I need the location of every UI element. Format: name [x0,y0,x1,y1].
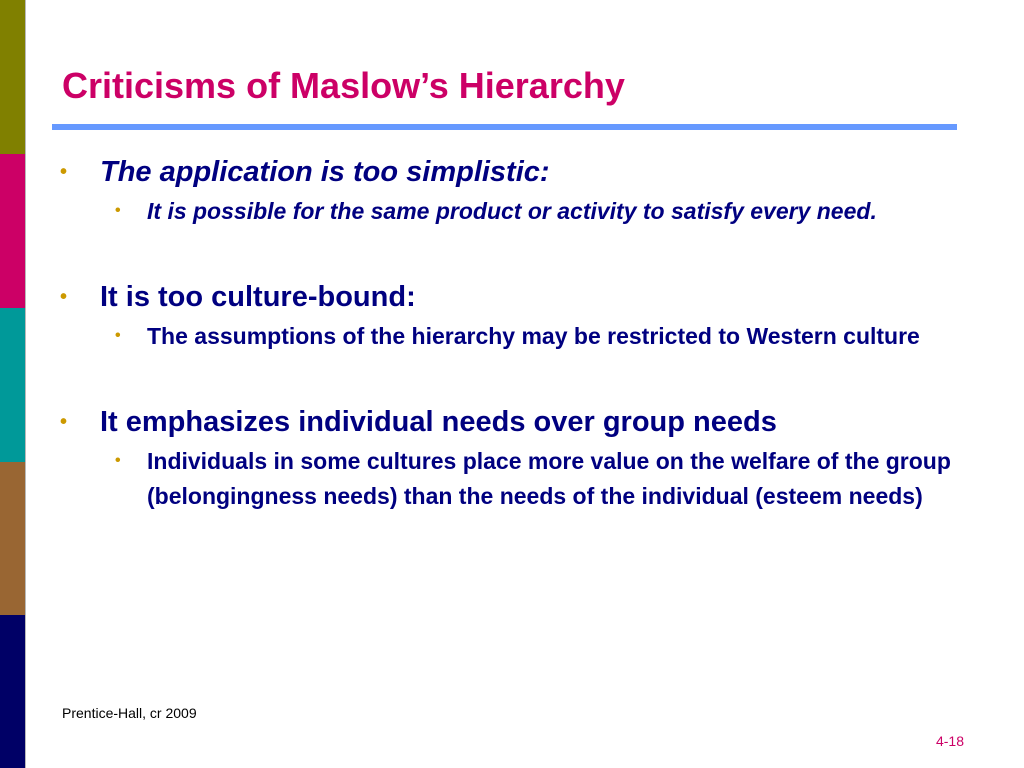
sub-bullet-3-text: Individuals in some cultures place more value on the welfare of the group (belongingness needs) than the needs of the individual (esteem needs) [147,448,951,509]
side-segment-magenta [0,154,25,308]
slide-title: Criticisms of Maslow’s Hierarchy [62,65,625,106]
title-underline [52,124,957,130]
bullet-icon: • [115,202,121,219]
bullet-list [60,152,960,514]
sub-bullet-1-text: It is possible for the same product or activity to satisfy every need. [147,198,877,224]
bullet-point-3-text: It emphasizes individual needs over group needs [100,406,777,438]
bullet-icon: • [60,286,68,308]
bullet-point-1-text: The application is too simplistic: [100,156,550,188]
page-number: 4-18 [935,733,964,749]
bullet-icon: • [115,452,121,469]
sub-bullet-3 [115,444,962,514]
side-segment-teal [0,308,25,462]
sub-bullet-2-text: The assumptions of the hierarchy may be restricted to Western culture [147,323,920,349]
bullet-icon: • [60,161,68,183]
bullet-point-1 [60,152,960,192]
bullet-point-2-text: It is too culture-bound: [100,281,416,313]
side-color-bar [0,0,26,768]
side-segment-navy [0,615,25,768]
side-segment-brown [0,462,25,615]
sub-bullet-2 [115,319,962,354]
bullet-point-2 [60,277,960,317]
bullet-icon: • [60,411,68,433]
footer-copyright: Prentice-Hall, cr 2009 [62,705,197,721]
bullet-point-3 [60,402,960,442]
sub-bullet-1 [115,194,962,229]
bullet-icon: • [115,327,121,344]
side-segment-olive [0,0,25,154]
